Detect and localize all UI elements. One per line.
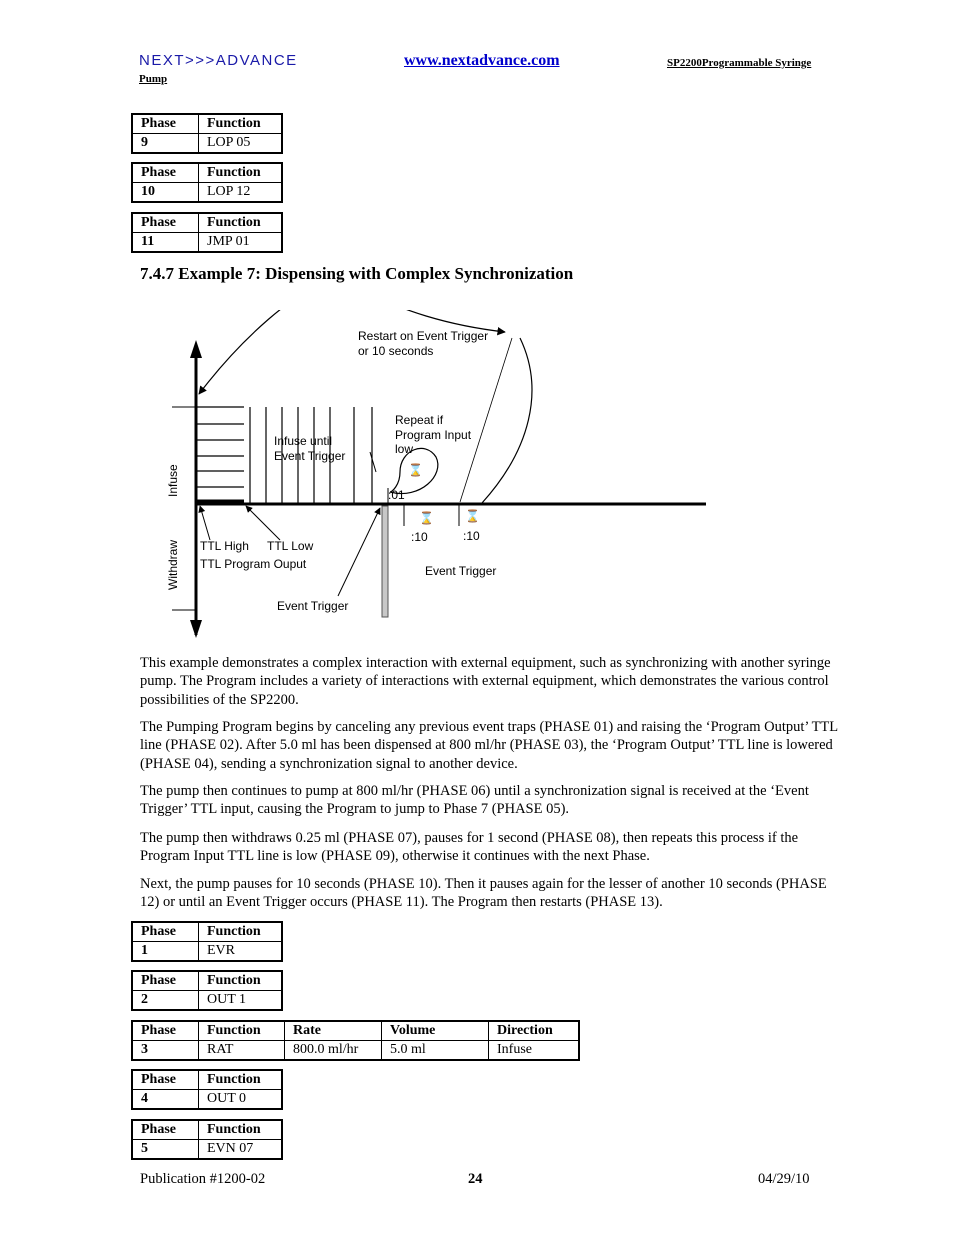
header-phase: Phase (132, 971, 199, 991)
ttl-high-label: TTL High (200, 539, 249, 553)
phase-table-3 (131, 1020, 580, 1061)
axis-arrow-up (190, 340, 202, 358)
ttl-high-pointer (200, 506, 210, 540)
header-function: Function (199, 1070, 283, 1090)
function-value: OUT 1 (199, 991, 283, 1011)
header-function: Function (199, 213, 283, 233)
header-phase: Phase (132, 1021, 199, 1041)
phase-number: 5 (132, 1140, 199, 1160)
ttl-high-lines (196, 407, 244, 487)
paragraph-program-start: The Pumping Program begins by canceling any previous event traps (PHASE 01) and raising the ‘Program Output’ TTL line (PHASE 02). After 5.0 ml has been dispensed at 800 ml/hr (PHASE 03), the ‘Program Output’ TTL line is lowered (PHASE 04), sending a synchronization signal to another device. (140, 719, 838, 772)
product-title: SP2200Programmable Syringe (667, 57, 812, 69)
phase-number: 10 (132, 183, 199, 203)
page-number: 24 (468, 1171, 483, 1187)
phase-table-2 (131, 970, 283, 1011)
volume-value: 5.0 ml (382, 1041, 489, 1061)
header-phase: Phase (132, 163, 199, 183)
function-value: RAT (199, 1041, 285, 1061)
function-value: LOP 12 (199, 183, 283, 203)
header-function: Function (199, 971, 283, 991)
restart-arc (199, 310, 505, 394)
event-trigger-right-label: Event Trigger (425, 564, 497, 578)
repeat-label-1: Repeat if (395, 413, 444, 427)
header-phase: Phase (132, 1120, 199, 1140)
time-label-10b: :10 (463, 529, 480, 543)
phase-table-4 (131, 1069, 283, 1110)
header-phase: Phase (132, 213, 199, 233)
axis-arrow-down (190, 620, 202, 638)
phase-table-1 (131, 921, 283, 962)
product-title-continued: Pump (139, 73, 168, 85)
header-function: Function (199, 1120, 283, 1140)
phase-number: 3 (132, 1041, 199, 1061)
ttl-low-label: TTL Low (267, 539, 314, 553)
axis-label-withdraw: Withdraw (166, 539, 180, 590)
rate-value: 800.0 ml/hr (285, 1041, 382, 1061)
header-direction: Direction (489, 1021, 580, 1041)
header-phase: Phase (132, 114, 199, 134)
restart-label-1: Restart on Event Trigger (358, 329, 489, 343)
synchronization-diagram (150, 310, 730, 650)
infuse-until-label-2: Event Trigger (274, 449, 346, 463)
ttl-program-output-label: TTL Program Ouput (200, 557, 307, 571)
direction-value: Infuse (489, 1041, 580, 1061)
header-volume: Volume (382, 1021, 489, 1041)
header-phase: Phase (132, 922, 199, 942)
function-value: JMP 01 (199, 233, 283, 253)
phase-number: 2 (132, 991, 199, 1011)
function-value: LOP 05 (199, 134, 283, 154)
phase-number: 4 (132, 1090, 199, 1110)
section-heading: 7.4.7 Example 7: Dispensing with Complex Synchronization (140, 264, 574, 283)
header-function: Function (199, 1021, 285, 1041)
paragraph-continue: The pump then continues to pump at 800 ml/hr (PHASE 06) until a synchronization signal is received at the ‘Event Trigger’ TTL input, causing the Program to jump to Phase 7 (PHASE 05). (140, 783, 809, 818)
hourglass-icon: ⌛ (408, 463, 423, 477)
paragraph-withdraw: The pump then withdraws 0.25 ml (PHASE 07), pauses for 1 second (PHASE 08), then repeats this process if the Program Input TTL line is low (PHASE 09), otherwise it continues with the next Phase. (140, 830, 799, 865)
axis-label-infuse: Infuse (166, 464, 180, 497)
infuse-pointer (370, 452, 376, 472)
phase-number: 1 (132, 942, 199, 962)
infuse-until-label-1: Infuse until (274, 434, 333, 448)
function-value: OUT 0 (199, 1090, 283, 1110)
header-rate: Rate (285, 1021, 382, 1041)
header-phase: Phase (132, 1070, 199, 1090)
phase-number: 9 (132, 134, 199, 154)
phase-table-10 (131, 162, 283, 203)
phase-table-9 (131, 113, 283, 154)
phase-number: 11 (132, 233, 199, 253)
footer-publication: Publication #1200-02 (140, 1171, 266, 1187)
website-link[interactable]: www.nextadvance.com (404, 52, 560, 69)
restart-thin-line (460, 338, 512, 502)
repeat-label-2: Program Input (395, 428, 472, 442)
phase-table-5 (131, 1119, 283, 1160)
time-label-01: :01 (388, 488, 405, 502)
restart-loop (482, 338, 532, 503)
phase-table-11 (131, 212, 283, 253)
hourglass-icon: ⌛ (465, 509, 480, 523)
ttl-low-pointer (246, 506, 280, 540)
header-function: Function (199, 163, 283, 183)
brand-logo: NEXT>>>ADVANCE (139, 52, 298, 69)
function-value: EVN 07 (199, 1140, 283, 1160)
hourglass-icon: ⌛ (419, 511, 434, 525)
time-label-10a: :10 (411, 530, 428, 544)
paragraph-pause: Next, the pump pauses for 10 seconds (PHASE 10). Then it pauses again for the lesser of another 10 seconds (PHASE 12) or until an Event Trigger occurs (PHASE 11). The Program then restarts (PHASE 13). (140, 876, 827, 911)
restart-label-2: or 10 seconds (358, 344, 434, 358)
footer-date: 04/29/10 (758, 1171, 810, 1187)
header-function: Function (199, 922, 283, 942)
header-function: Function (199, 114, 283, 134)
withdraw-bar (382, 506, 388, 617)
function-value: EVR (199, 942, 283, 962)
repeat-label-3: low (395, 442, 414, 456)
event-trigger-left-label: Event Trigger (277, 599, 349, 613)
event-trigger-pointer (338, 508, 380, 596)
paragraph-intro: This example demonstrates a complex interaction with external equipment, such as synchronizing with another syringe pump. The Program includes a variety of interactions with external equipment, which demonstrates the various control possibilities of the SP2200. (140, 655, 831, 708)
